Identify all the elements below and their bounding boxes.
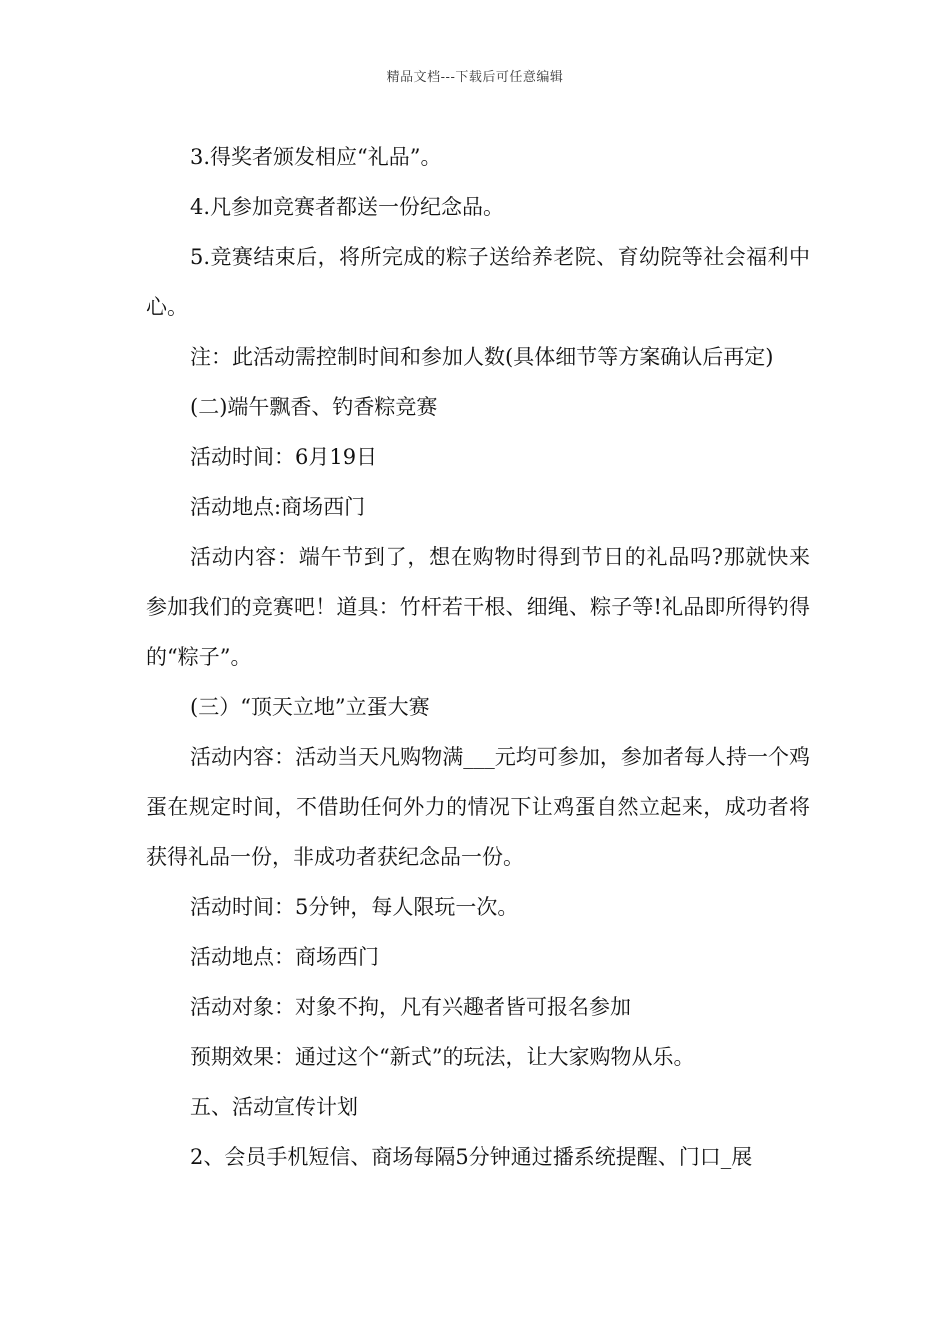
paragraph-donation: 5.竞赛结束后，将所完成的粽子送给养老院、育幼院等社会福利中心。 <box>146 245 810 319</box>
paragraph-egg-audience: 活动对象：对象不拘，凡有兴趣者皆可报名参加 <box>190 995 631 1019</box>
document-body <box>146 132 810 1182</box>
paragraph-award-gift: 3.得奖者颁发相应“礼品”。 <box>190 145 442 169</box>
paragraph-activity-time: 活动时间：6月19日 <box>190 445 378 469</box>
section-heading-egg-standing: (三）“顶天立地”立蛋大赛 <box>190 695 430 719</box>
section-heading-zongzi-fishing: (二)端午飘香、钓香粽竞赛 <box>190 395 438 419</box>
section-heading-promotion-plan: 五、活动宣传计划 <box>190 1095 358 1119</box>
paragraph-activity-content: 活动内容：端午节到了，想在购物时得到节日的礼品吗?那就快来参加我们的竞赛吧！道具：竹杆若干根、细绳、粽子等!礼品即所得钓得的“粽子”。 <box>146 545 810 669</box>
paragraph-souvenir: 4.凡参加竞赛者都送一份纪念品。 <box>190 195 505 219</box>
paragraph-activity-location: 活动地点:商场西门 <box>190 495 366 519</box>
page-header: 精品文档---下载后可任意编辑 <box>386 70 564 85</box>
paragraph-egg-time: 活动时间：5分钟，每人限玩一次。 <box>190 895 519 919</box>
paragraph-egg-effect: 预期效果：通过这个“新式”的玩法，让大家购物从乐。 <box>190 1045 695 1069</box>
paragraph-note: 注：此活动需控制时间和参加人数(具体细节等方案确认后再定) <box>190 345 774 369</box>
paragraph-promotion-sms: 2、会员手机短信、商场每隔5分钟通过播系统提醒、门口_展 <box>190 1145 753 1169</box>
paragraph-egg-content: 活动内容：活动当天凡购物满___元均可参加，参加者每人持一个鸡蛋在规定时间，不借助任何外力的情况下让鸡蛋自然立起来，成功者将获得礼品一份，非成功者获纪念品一份。 <box>146 745 810 869</box>
paragraph-egg-location: 活动地点：商场西门 <box>190 945 379 969</box>
